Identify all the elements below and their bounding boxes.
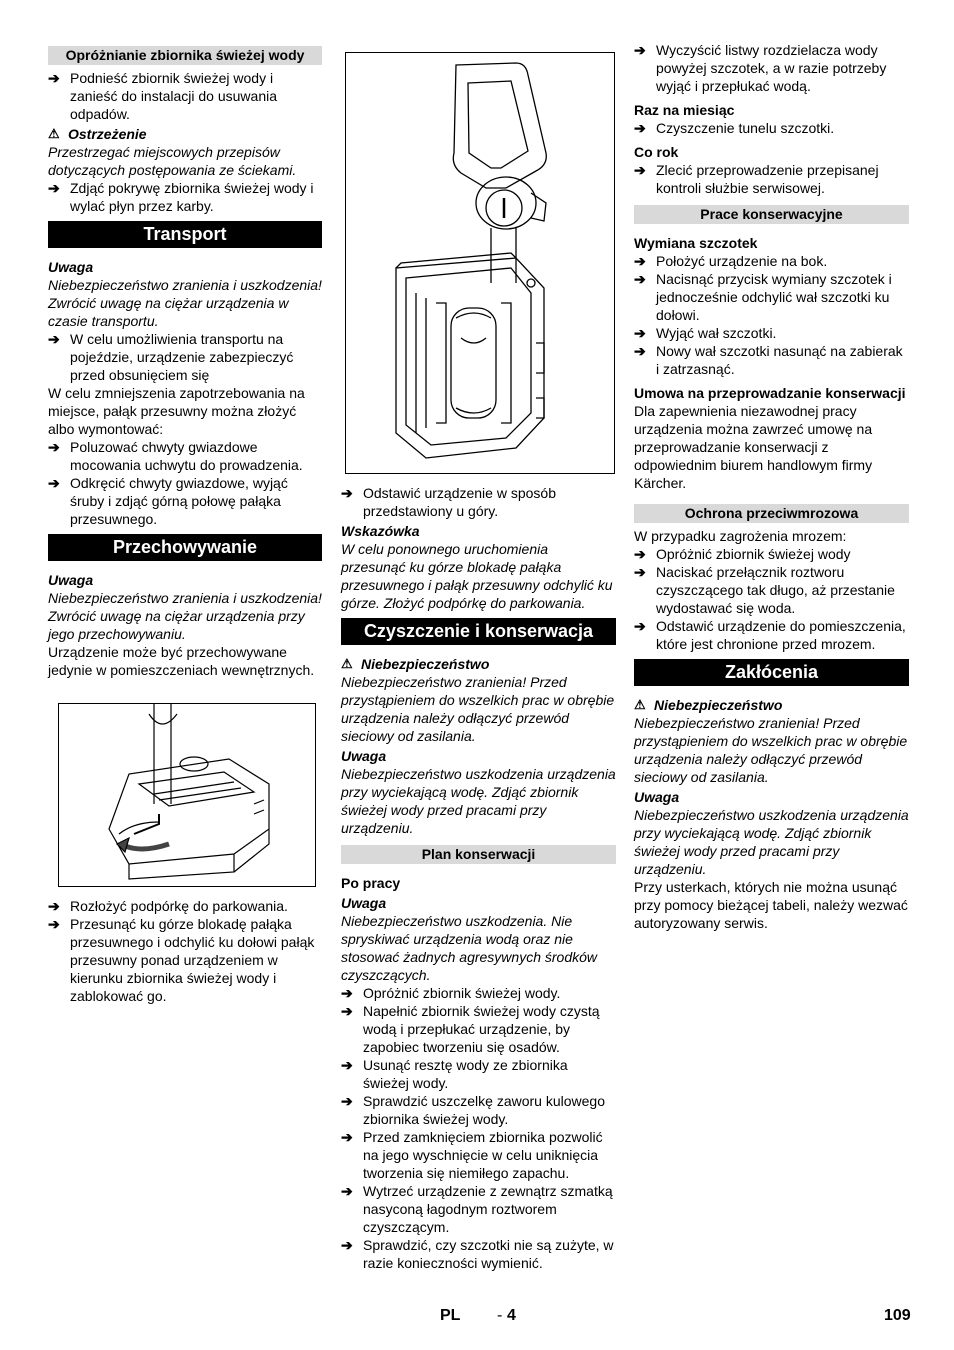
- step-check-brushes: ➔ Sprawdzić, czy szczotki nie są zużyte, w razie konieczności wymienić.: [341, 1236, 616, 1272]
- warning-triangle-icon: ⚠: [341, 656, 353, 671]
- note-text: Niebezpieczeństwo zranienia i uszkodzenia! Zwrócić uwagę na ciężar urządzenia w czasie transportu.: [48, 277, 322, 329]
- note-heading: Uwaga: [341, 748, 387, 764]
- section-title-maintenance: Prace konserwacyjne: [634, 205, 909, 224]
- step-rinse: ➔ Napełnić zbiornik świeżej wody czystą wodą i przepłukać urządzenie, by zapobiec tworzeniu się osadów.: [341, 1002, 616, 1056]
- hint-heading: Wskazówka: [341, 523, 420, 539]
- section-title-transport: Transport: [48, 221, 322, 248]
- step-press-switch: ➔ Naciskać przełącznik roztworu czyszczącego tak długo, aż przestanie wydostawać się woda.: [634, 563, 909, 617]
- warning-triangle-icon: ⚠: [48, 126, 60, 141]
- device-base-illustration: [59, 704, 315, 886]
- step-lay-side: ➔ Położyć urządzenie na bok.: [634, 252, 909, 270]
- warning-label: Ostrzeżenie: [68, 126, 147, 142]
- figure-device-upright: [345, 52, 615, 474]
- transport-paragraph: W celu zmniejszenia zapotrzebowania na miejsce, pałąk przesuwny można złożyć albo wymontować:: [48, 385, 305, 437]
- section-title-drain: Opróżnianie zbiornika świeżej wody: [48, 46, 322, 65]
- note-text: Niebezpieczeństwo uszkodzenia. Nie spryskiwać urządzenia wodą oraz nie stosować żadnych agresywnych środków czyszczących.: [341, 913, 598, 983]
- section-title-plan: Plan konserwacji: [341, 845, 616, 864]
- column-1: [48, 44, 322, 1005]
- step-press-button: ➔ Nacisnąć przycisk wymiany szczotek i jednocześnie odchylić wał szczotki ku dołowi.: [634, 270, 909, 324]
- step-fold-handle: ➔ Przesunąć ku górze blokadę pałąka przesuwnego i odchylić ku dołowi pałąk przesuwny ponad urządzeniem w kierunku zbiornika świeżej wody i zablokować go.: [48, 915, 322, 1005]
- step-empty-fresh: ➔ Opróżnić zbiornik świeżej wody: [634, 545, 909, 563]
- step-remove-roller: ➔ Wyjąć wał szczotki.: [634, 324, 909, 342]
- step-clean-tunnel: ➔ Czyszczenie tunelu szczotki.: [634, 119, 909, 137]
- monthly-heading: Raz na miesiąc: [634, 102, 735, 118]
- warning-text: Przestrzegać miejscowych przepisów dotyczących postępowania ze ściekami.: [48, 144, 297, 178]
- brush-replace-heading: Wymiana szczotek: [634, 235, 758, 251]
- step-clean-distributor: ➔ Wyczyścić listwy rozdzielacza wody powyżej szczotek, a w razie potrzeby wyjąć i przepłukać wodą.: [634, 41, 909, 95]
- step-inspection: ➔ Zlecić przeprowadzenie przepisanej kontroli służbie serwisowej.: [634, 161, 909, 197]
- step-secure-vehicle: ➔ W celu umożliwienia transportu na pojeździe, urządzenie zabezpieczyć przed obsunięciem się: [48, 330, 322, 384]
- danger-label: Niebezpieczeństwo: [654, 697, 783, 713]
- step-loosen-knobs: ➔ Poluzować chwyty gwiazdowe mocowania uchwytu do prowadzenia.: [48, 438, 322, 474]
- step-unfold-stand: ➔ Rozłożyć podpórkę do parkowania.: [48, 897, 322, 915]
- step-insert-roller: ➔ Nowy wał szczotki nasunąć na zabierak i zatrzasnąć.: [634, 342, 909, 378]
- figure-parking-stand: [58, 703, 316, 887]
- step-remove-water: ➔ Usunąć resztę wody ze zbiornika świeżej wody.: [341, 1056, 616, 1092]
- contract-heading: Umowa na przeprowadzanie konserwacji: [634, 385, 906, 401]
- step-lift-tank: ➔ Podnieść zbiornik świeżej wody i zanieść do instalacji do usuwania odpadów.: [48, 69, 322, 123]
- step-wipe-device: ➔ Wytrzeć urządzenie z zewnątrz szmatką nasyconą łagodnym roztworem czyszczącym.: [341, 1182, 616, 1236]
- footer-dash: -: [497, 1307, 503, 1324]
- note-text: Niebezpieczeństwo uszkodzenia urządzenia przy wyciekającą wodę. Zdjąć zbiornik świeżej wody przed pracami przy urządzeniu.: [634, 807, 909, 877]
- step-store-frostfree: ➔ Odstawić urządzenie do pomieszczenia, które jest chronione przed mrozem.: [634, 617, 909, 653]
- note-text: Niebezpieczeństwo zranienia i uszkodzenia! Zwrócić uwagę na ciężar urządzenia przy jego przechowywaniu.: [48, 590, 322, 642]
- section-title-storage: Przechowywanie: [48, 534, 322, 561]
- footer-page-number: 109: [884, 1307, 911, 1324]
- warning-triangle-icon: ⚠: [634, 697, 646, 712]
- storage-paragraph: Urządzenie może być przechowywane jedynie w pomieszczeniach wewnętrznych.: [48, 644, 315, 678]
- after-work-heading: Po pracy: [341, 875, 401, 891]
- step-check-seal: ➔ Sprawdzić uszczelkę zaworu kulowego zbiornika świeżej wody.: [341, 1092, 616, 1128]
- footer-language: PL: [440, 1307, 461, 1324]
- column-3: [634, 41, 909, 932]
- note-heading: Uwaga: [48, 572, 94, 588]
- section-title-frost: Ochrona przeciwmrozowa: [634, 504, 909, 523]
- note-heading: Uwaga: [634, 789, 680, 805]
- faults-paragraph: Przy usterkach, których nie można usunąć przy pomocy bieżącej tabeli, należy wezwać autoryzowany serwis.: [634, 879, 908, 931]
- step-remove-cover: ➔ Zdjąć pokrywę zbiornika świeżej wody i wylać płyn przez karby.: [48, 179, 322, 215]
- contract-paragraph: Dla zapewnienia niezawodnej pracy urządzenia można zawrzeć umowę na przeprowadzanie konserwacji z odpowiednim biurem handlowym firmy Kärcher.: [634, 403, 873, 491]
- step-dry-tank: ➔ Przed zamknięciem zbiornika pozwolić na jego wyschnięcie w celu uniknięcia tworzenia się niemiłego zapachu.: [341, 1128, 616, 1182]
- yearly-heading: Co rok: [634, 144, 679, 160]
- danger-heading: [634, 696, 909, 714]
- note-heading: Uwaga: [48, 259, 94, 275]
- note-heading: Uwaga: [341, 895, 387, 911]
- danger-heading: [341, 655, 616, 673]
- danger-text: Niebezpieczeństwo zranienia! Przed przystąpieniem do wszelkich prac w obrębie urządzenia należy odłączyć przewód sieciowy od zasilania.: [341, 674, 615, 744]
- danger-label: Niebezpieczeństwo: [361, 656, 490, 672]
- step-park-device: ➔ Odstawić urządzenie w sposób przedstawiony u góry.: [341, 484, 616, 520]
- danger-text: Niebezpieczeństwo zranienia! Przed przystąpieniem do wszelkich prac w obrębie urządzenia należy odłączyć przewód sieciowy od zasilania.: [634, 715, 908, 785]
- device-upright-illustration: [346, 53, 614, 473]
- step-empty-tank: ➔ Opróżnić zbiornik świeżej wody.: [341, 984, 616, 1002]
- section-title-cleaning: Czyszczenie i konserwacja: [341, 618, 616, 645]
- column-2: [341, 52, 616, 1272]
- note-text: Niebezpieczeństwo uszkodzenia urządzenia przy wyciekającą wodę. Zdjąć zbiornik świeżej wody przed pracami przy urządzeniu.: [341, 766, 616, 836]
- hint-text: W celu ponownego uruchomienia przesunąć ku górze blokadę pałąka przesuwnego i pałąk przesuwny odchylić ku górze. Złożyć podpórkę do parkowania.: [341, 541, 613, 611]
- footer-section-page: 4: [507, 1307, 516, 1324]
- frost-paragraph: W przypadku zagrożenia mrozem:: [634, 528, 847, 544]
- section-title-faults: Zakłócenia: [634, 659, 909, 686]
- step-unscrew-knobs: ➔ Odkręcić chwyty gwiazdowe, wyjąć śruby i zdjąć górną połowę pałąka przesuwnego.: [48, 474, 322, 528]
- warning-heading: [48, 125, 322, 143]
